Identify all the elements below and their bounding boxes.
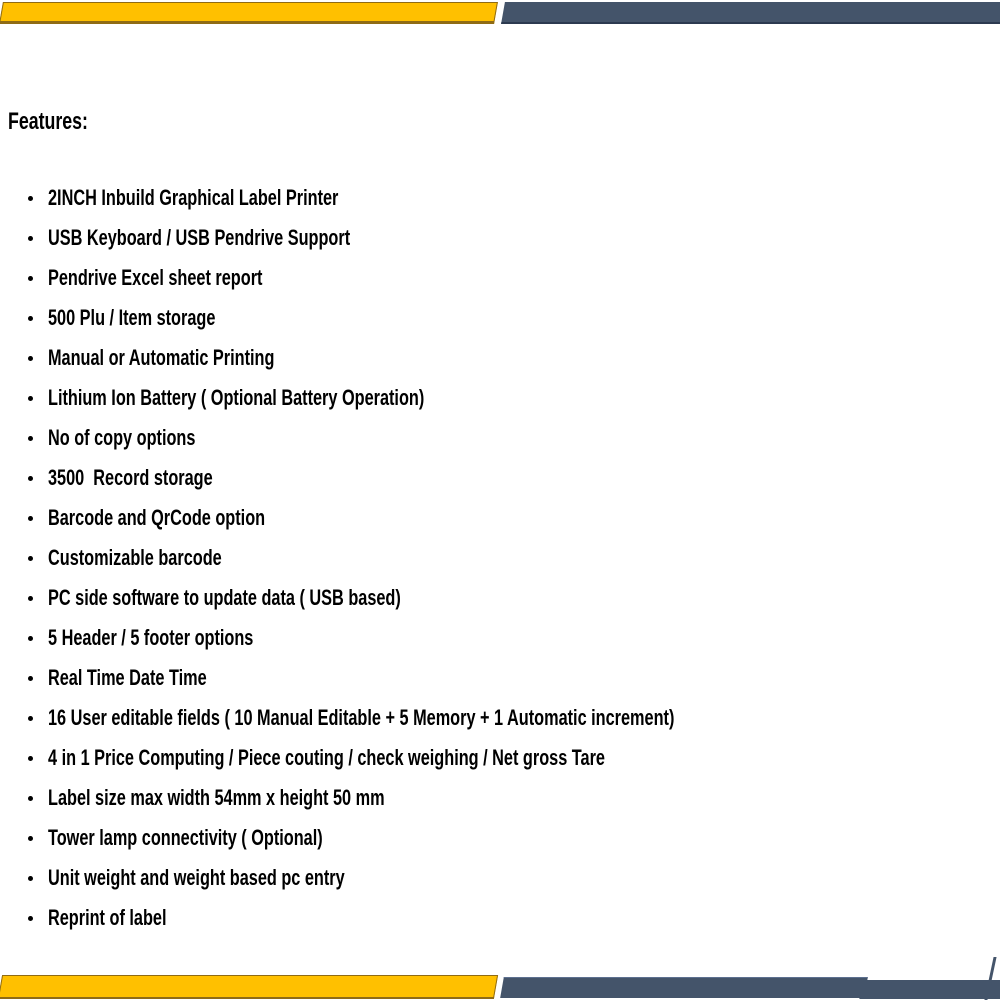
feature-item-text: Label size max width 54mm x height 50 mm xyxy=(48,785,385,810)
bullet-icon xyxy=(28,876,33,881)
feature-item-text: 500 Plu / Item storage xyxy=(48,305,216,330)
feature-item-text: Barcode and QrCode option xyxy=(48,505,266,530)
feature-item xyxy=(27,898,894,938)
feature-item-text: Reprint of label xyxy=(48,905,167,930)
feature-item-text: Real Time Date Time xyxy=(48,665,207,690)
bullet-icon xyxy=(28,436,33,441)
feature-item xyxy=(27,578,894,618)
feature-item-text: 5 Header / 5 footer options xyxy=(48,625,254,650)
feature-item xyxy=(27,338,894,378)
bullet-icon xyxy=(28,196,33,201)
feature-item xyxy=(27,218,894,258)
page-title-text: Features: xyxy=(8,108,88,135)
feature-item xyxy=(27,778,894,818)
bullet-icon xyxy=(28,236,33,241)
feature-item-text: 2INCH Inbuild Graphical Label Printer xyxy=(48,185,339,210)
feature-item-text: No of copy options xyxy=(48,425,196,450)
feature-item-text: USB Keyboard / USB Pendrive Support xyxy=(48,225,351,250)
top-right-navy-bar xyxy=(501,2,1000,24)
feature-item-text: PC side software to update data ( USB based) xyxy=(48,585,401,610)
bullet-icon xyxy=(28,356,33,361)
top-left-gold-bar xyxy=(0,2,498,24)
feature-item xyxy=(27,818,894,858)
feature-item-text: Lithium Ion Battery ( Optional Battery Operation) xyxy=(48,385,425,410)
bullet-icon xyxy=(28,716,33,721)
feature-item xyxy=(27,618,894,658)
bullet-icon xyxy=(28,916,33,921)
feature-item-text: 4 in 1 Price Computing / Piece couting / check weighing / Net gross Tare xyxy=(48,745,605,770)
bottom-right-navy-bar-offset xyxy=(859,980,1000,999)
feature-item-text: Tower lamp connectivity ( Optional) xyxy=(48,825,323,850)
feature-item xyxy=(27,738,894,778)
bullet-icon xyxy=(28,596,33,601)
bullet-icon xyxy=(28,796,33,801)
bullet-icon xyxy=(28,516,33,521)
feature-item-text: 16 User editable fields ( 10 Manual Editable + 5 Memory + 1 Automatic increment) xyxy=(48,705,675,730)
bullet-icon xyxy=(28,556,33,561)
bullet-icon xyxy=(28,836,33,841)
feature-item xyxy=(27,698,894,738)
page-title xyxy=(8,108,116,136)
feature-item xyxy=(27,178,894,218)
bullet-icon xyxy=(28,316,33,321)
feature-item xyxy=(27,258,894,298)
feature-item xyxy=(27,858,894,898)
bottom-left-gold-bar xyxy=(0,975,498,999)
bullet-icon xyxy=(28,396,33,401)
feature-item xyxy=(27,378,894,418)
feature-item xyxy=(27,538,894,578)
bullet-icon xyxy=(28,676,33,681)
feature-item xyxy=(27,498,894,538)
bullet-icon xyxy=(28,476,33,481)
feature-item xyxy=(27,298,894,338)
feature-item-text: 3500 Record storage xyxy=(48,465,213,490)
bullet-icon xyxy=(28,636,33,641)
feature-item-text: Manual or Automatic Printing xyxy=(48,345,275,370)
feature-item xyxy=(27,658,894,698)
feature-item xyxy=(27,458,894,498)
feature-item xyxy=(27,418,894,458)
feature-list xyxy=(27,178,894,938)
feature-item-text: Unit weight and weight based pc entry xyxy=(48,865,345,890)
feature-item-text: Pendrive Excel sheet report xyxy=(48,265,263,290)
bullet-icon xyxy=(28,276,33,281)
bullet-icon xyxy=(28,756,33,761)
feature-item-text: Customizable barcode xyxy=(48,545,222,570)
bottom-right-navy-bar xyxy=(500,977,868,998)
